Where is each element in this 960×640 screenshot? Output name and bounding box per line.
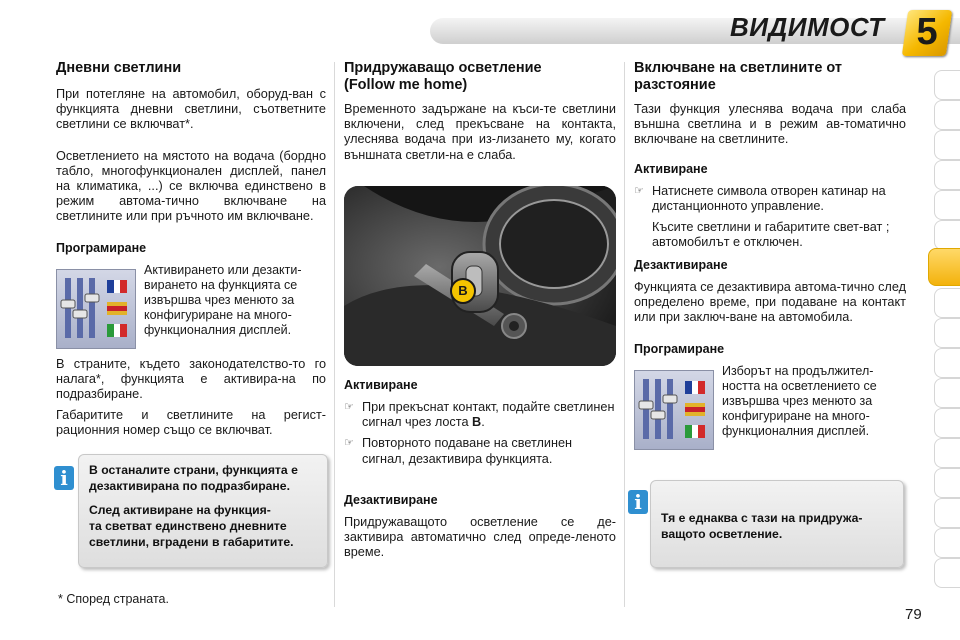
chapter-tab[interactable] (934, 528, 960, 558)
info-icon: i (54, 466, 74, 490)
programming-block (56, 263, 326, 349)
chapter-tab[interactable] (934, 498, 960, 528)
chapter-tab[interactable] (934, 100, 960, 130)
pointing-hand-icon: ☞ (344, 437, 354, 450)
paragraph: При потегляне на автомобил, оборуд-ван с функцията дневни светлини, съответните светлини се включват*. (56, 87, 326, 132)
info-box-remote (650, 480, 904, 568)
info-line: След активиране на функция- (89, 503, 271, 517)
column-divider (334, 62, 335, 607)
chapter-tab[interactable] (934, 558, 960, 588)
bullet-end: . (481, 415, 485, 430)
section-heading: Дневни светлини (56, 60, 182, 76)
settings-menu-illustration (56, 269, 136, 349)
chapter-tab[interactable] (934, 348, 960, 378)
column-daytime-lights (56, 60, 326, 445)
column-follow-me-home (344, 60, 616, 169)
heading-line: Включване на светлините от (634, 60, 843, 76)
bullet-item (344, 436, 616, 466)
info-line: светлини, вградени в габаритите. (89, 535, 294, 549)
bullet-text: При прекъснат контакт, подайте светлинен сигнал чрез лоста (362, 400, 615, 430)
column-remote-lights (634, 60, 906, 256)
pointing-hand-icon: ☞ (634, 184, 644, 197)
lever-reference: B (472, 415, 482, 430)
section-heading (634, 60, 906, 94)
programming-text: Активирането или дезакти-вирането на функцията се извършва чрез менюто за конфигуриране на много-функционалния дисплей. (144, 262, 302, 337)
pointing-hand-icon: ☞ (344, 401, 354, 413)
page-number: 79 (905, 606, 922, 623)
bullet-item (634, 184, 906, 214)
chapter-number: 5 (916, 11, 938, 53)
chapter-badge (902, 10, 952, 56)
info-line: ващото осветление. (661, 527, 783, 541)
bullet-text: Повторното подаване на светлинен сигнал, дезактивира функцията. (362, 436, 573, 466)
paragraph: Осветлението на мястото на водача (бордно табло, многофункционален дисплей, панел на климатика, ...) се включва единствено в режим автома-тично включване на светлините или при ръчното им включване. (56, 148, 326, 224)
heading-line: разстояние (634, 77, 716, 93)
follow-me-home-steps (344, 378, 616, 566)
bullet-item (344, 400, 616, 430)
footnote: * Според страната. (58, 592, 169, 606)
chapter-tab[interactable] (934, 318, 960, 348)
paragraph: Функцията се дезактивира автома-тично след определено време, при подаване на контакт или при заключ-ване на автомобила. (634, 280, 906, 325)
chapter-tab[interactable] (934, 70, 960, 100)
chapter-tab[interactable] (934, 130, 960, 160)
chapter-tabs (928, 70, 960, 630)
programming-block (634, 364, 906, 450)
chapter-tab[interactable] (934, 220, 960, 250)
dashboard-photo (344, 186, 616, 366)
subheading-deactivation: Дезактивиране (344, 492, 438, 507)
info-box-daytime (78, 454, 328, 568)
subheading-activation: Активиране (344, 378, 418, 392)
info-line: Тя е еднаква с тази на придружа- (661, 511, 863, 525)
info-line: дезактивирана по подразбиране. (89, 479, 290, 493)
chapter-title: ВИДИМОСТ (730, 12, 885, 42)
chapter-tab[interactable] (934, 438, 960, 468)
chapter-tab[interactable] (934, 190, 960, 220)
subheading-deactivation: Дезактивиране (634, 258, 728, 272)
paragraph: Тази функция улеснява водача при слаба външна светлина и в режим ав-томатично включване на светлините. (634, 102, 906, 147)
chapter-tab[interactable] (934, 288, 960, 318)
heading-line: Придружаващо осветление (344, 60, 542, 76)
chapter-tab[interactable] (934, 378, 960, 408)
remote-lights-deactivation (634, 258, 906, 458)
paragraph: Габаритите и светлините на регист-рационния номер също се включват. (56, 408, 326, 438)
info-line: В останалите страни, функцията е (89, 463, 298, 477)
subheading-activation: Активиране (634, 161, 708, 176)
heading-line: (Follow me home) (344, 77, 468, 93)
subheading-programming: Програмиране (634, 341, 725, 356)
info-icon: i (628, 490, 648, 514)
indented-text: Късите светлини и габаритите свет-ват ; автомобилът е отключен. (652, 220, 890, 250)
chapter-tab[interactable] (934, 408, 960, 438)
settings-menu-illustration (634, 370, 714, 450)
subheading-programming: Програмиране (56, 240, 147, 255)
paragraph: В страните, където законодателство-то го налага*, функцията е активира-на по подразбиране. (56, 356, 326, 402)
info-line: та светват единствено дневните (89, 519, 287, 533)
page-header (0, 0, 960, 64)
chapter-tab[interactable] (934, 468, 960, 498)
paragraph: Придружаващото осветление се де-зактивира автоматично след опреде-леното време. (344, 514, 616, 560)
lever-b-label: B (450, 278, 476, 304)
column-divider (624, 62, 625, 607)
programming-text: Изборът на продължител-ността на осветлението се извършва чрез менюто за конфигуриране на много-функционалния дисплей. (722, 363, 877, 438)
chapter-tab[interactable] (934, 160, 960, 190)
paragraph: Временното задържане на къси-те светлини включени, след прекъсване на контакта, улеснява водача при из-лизането му, когато външната светли-на е слаба. (344, 102, 616, 162)
chapter-tab-active[interactable] (928, 248, 960, 286)
section-heading (344, 60, 616, 94)
bullet-text: Натиснете символа отворен катинар на дистанционното управление. (652, 183, 886, 213)
